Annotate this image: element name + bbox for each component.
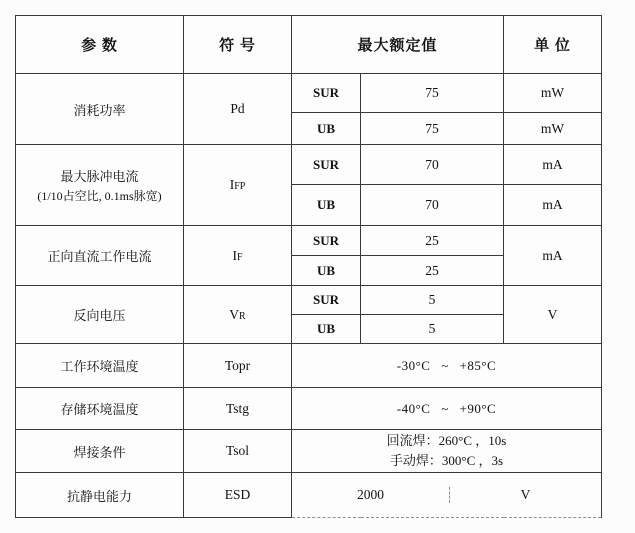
param-cell-forward: 正向直流工作电流 xyxy=(16,226,184,286)
value-cell-power-ub: 75 xyxy=(361,113,504,145)
value-unit-cell-esd xyxy=(292,473,602,518)
param-cell-power: 消耗功率 xyxy=(16,74,184,145)
row-solder xyxy=(16,430,602,473)
row-power-sur xyxy=(16,74,602,113)
header-row xyxy=(16,16,602,74)
param-line1: 最大脉冲电流 xyxy=(60,169,139,184)
max-ratings-table xyxy=(15,15,602,518)
value-cell-solder xyxy=(292,430,602,473)
grade-cell-pulse-sur: SUR xyxy=(292,145,361,185)
value-cell-pulse-sur: 70 xyxy=(361,145,504,185)
row-operating-temp xyxy=(16,344,602,388)
grade-cell-reverse-ub: UB xyxy=(292,315,361,344)
row-forward-sur xyxy=(16,226,602,256)
symbol-cell-operating: Topr xyxy=(184,344,292,388)
symbol-main: V xyxy=(229,306,240,322)
param-cell-pulse xyxy=(16,145,184,226)
param-cell-storage: 存储环境温度 xyxy=(16,388,184,430)
grade-cell-forward-sur: SUR xyxy=(292,226,361,256)
symbol-main: I xyxy=(229,177,235,192)
symbol-cell-power xyxy=(184,74,292,145)
header-symbol: 符 号 xyxy=(184,16,292,74)
value-cell-forward-sur: 25 xyxy=(361,226,504,256)
symbol-main: Pd xyxy=(230,101,245,116)
value-cell-reverse-sur: 5 xyxy=(361,286,504,315)
symbol-subscript: R xyxy=(239,310,246,322)
value-cell-operating: -30°C ~ +85°C xyxy=(292,344,602,388)
row-storage-temp xyxy=(16,388,602,430)
row-pulse-sur xyxy=(16,145,602,185)
symbol-cell-reverse xyxy=(184,286,292,344)
value-cell-forward-ub: 25 xyxy=(361,256,504,286)
param-line2: (1/10占空比, 0.1ms脉宽) xyxy=(37,189,162,203)
param-cell-esd: 抗静电能力 xyxy=(16,473,184,518)
esd-value: 2000 xyxy=(357,487,384,502)
solder-line1: 回流焊：260°C ，10s xyxy=(386,432,507,448)
symbol-cell-storage: Tstg xyxy=(184,388,292,430)
symbol-subscript: FP xyxy=(234,181,246,192)
header-param: 参 数 xyxy=(16,16,184,74)
unit-cell-pulse-sur: mA xyxy=(504,145,602,185)
symbol-cell-esd: ESD xyxy=(184,473,292,518)
unit-cell-pulse-ub: mA xyxy=(504,185,602,226)
symbol-cell-solder: Tsol xyxy=(184,430,292,473)
grade-cell-power-sur: SUR xyxy=(292,74,361,113)
grade-cell-reverse-sur: SUR xyxy=(292,286,361,315)
symbol-subscript: F xyxy=(236,251,243,263)
param-cell-operating: 工作环境温度 xyxy=(16,344,184,388)
grade-cell-forward-ub: UB xyxy=(292,256,361,286)
row-esd xyxy=(16,473,602,518)
symbol-cell-pulse xyxy=(184,145,292,226)
esd-value-unit-wrap xyxy=(292,487,601,503)
param-cell-solder: 焊接条件 xyxy=(16,430,184,473)
unit-cell-power-sur: mW xyxy=(504,74,602,113)
unit-cell-reverse: V xyxy=(504,286,602,344)
unit-cell-power-ub: mW xyxy=(504,113,602,145)
value-cell-storage: -40°C ~ +90°C xyxy=(292,388,602,430)
solder-line2: 手动焊：300°C ，3s xyxy=(389,453,504,468)
value-cell-power-sur: 75 xyxy=(361,74,504,113)
symbol-cell-forward xyxy=(184,226,292,286)
grade-cell-pulse-ub: UB xyxy=(292,185,361,226)
param-cell-reverse: 反向电压 xyxy=(16,286,184,344)
value-cell-reverse-ub: 5 xyxy=(361,315,504,344)
esd-unit: V xyxy=(449,487,601,503)
header-rating: 最大额定值 xyxy=(292,16,504,74)
value-cell-pulse-ub: 70 xyxy=(361,185,504,226)
row-reverse-sur xyxy=(16,286,602,315)
grade-cell-power-ub: UB xyxy=(292,113,361,145)
unit-cell-forward: mA xyxy=(504,226,602,286)
symbol-main: I xyxy=(232,247,237,263)
header-unit: 单 位 xyxy=(504,16,602,74)
